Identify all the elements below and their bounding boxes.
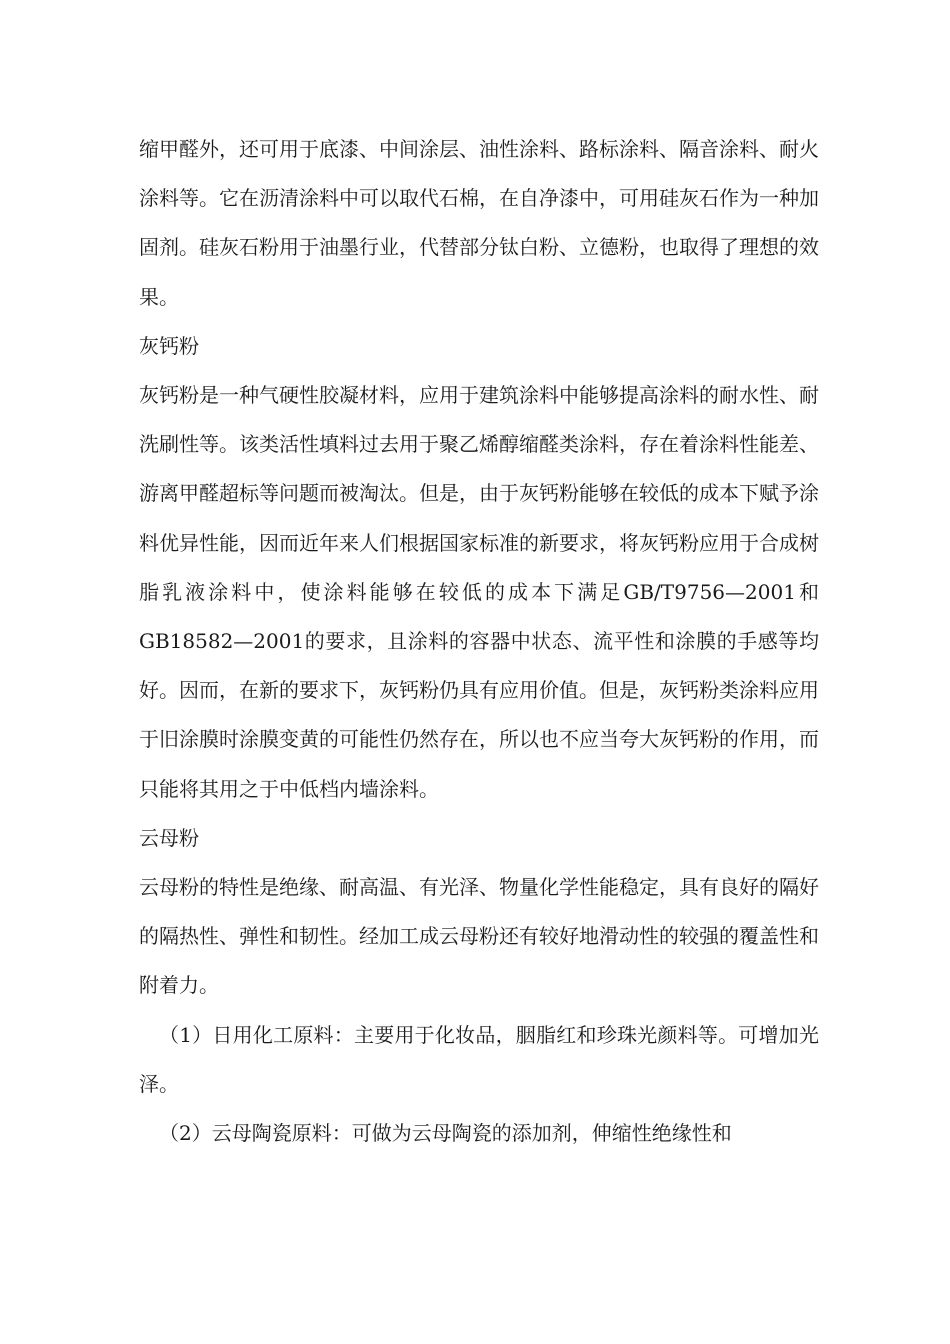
paragraph-wollastonite-uses: 缩甲醛外，还可用于底漆、中间涂层、油性涂料、路标涂料、隔音涂料、耐火涂料等。它在沥清涂料中可以取代石棉，在自净漆中，可用硅灰石作为一种加固剂。硅灰石粉用于油墨行业，代替部分钛白粉、立德粉，也取得了理想的效果。 bbox=[139, 137, 819, 309]
document-body bbox=[139, 125, 819, 1158]
section-heading-mica-powder: 云母粉 bbox=[139, 825, 199, 850]
paragraph-lime-calcium-powder: 灰钙粉是一种气硬性胶凝材料，应用于建筑涂料中能够提高涂料的耐水性、耐洗刷性等。该类活性填料过去用于聚乙烯醇缩醛类涂料，存在着涂料性能差、游离甲醛超标等问题而被淘汰。但是，由于灰钙粉能够在较低的成本下赋予涂料优异性能，因而近年来人们根据国家标准的新要求，将灰钙粉应用于合成树脂乳液涂料中，使涂料能够在较低的成本下满足GB/T9756—2001和GB18582—2001的要求，且涂料的容器中状态、流平性和涂膜的手感等均好。因而，在新的要求下，灰钙粉仍具有应用价值。但是，灰钙粉类涂料应用于旧涂膜时涂膜变黄的可能性仍然存在，所以也不应当夸大灰钙粉的作用，而只能将其用之于中低档内墙涂料。 bbox=[139, 383, 819, 801]
list-item-daily-chemical: （1）日用化工原料：主要用于化妆品，胭脂红和珍珠光颜料等。可增加光泽。 bbox=[139, 1022, 819, 1096]
list-item-mica-ceramic: （2）云母陶瓷原料：可做为云母陶瓷的添加剂，伸缩性绝缘性和 bbox=[159, 1121, 732, 1146]
section-heading-lime-calcium-powder: 灰钙粉 bbox=[139, 333, 199, 358]
paragraph-mica-powder: 云母粉的特性是绝缘、耐高温、有光泽、物量化学性能稳定，具有良好的隔好的隔热性、弹性和韧性。经加工成云母粉还有较好地滑动性的较强的覆盖性和附着力。 bbox=[139, 875, 819, 998]
